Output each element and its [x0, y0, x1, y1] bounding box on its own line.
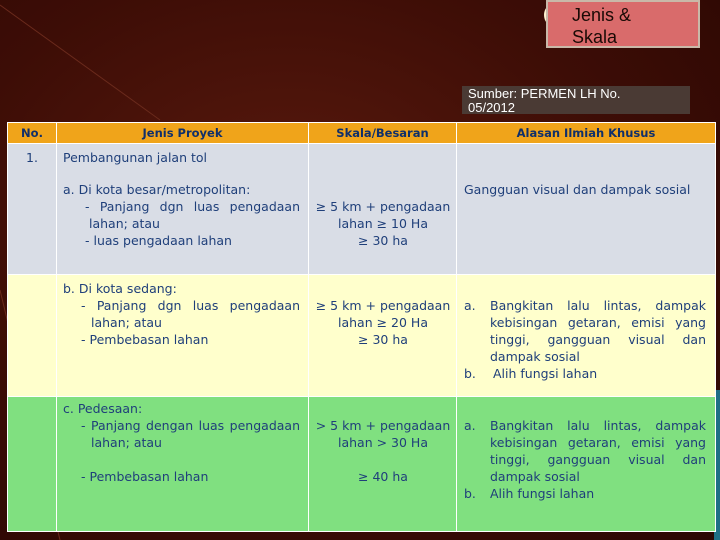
b-reason-a-label: a. — [464, 298, 476, 313]
b-item-1-cont: lahan; atau — [91, 315, 162, 330]
c-reason-a-line-4: dampak sosial — [490, 469, 580, 484]
title-line-1: Jenis & — [572, 5, 632, 25]
c-item-1-cont: lahan; atau — [91, 435, 162, 450]
cell-alasan — [457, 275, 716, 397]
b-reason-b: Alih fungsi lahan — [493, 366, 598, 381]
cell-no — [8, 144, 57, 275]
a-scale-1: ≥ 5 km + pengadaan — [315, 199, 451, 214]
b-reason-a-line-3: tinggi, gangguan visual dan — [490, 332, 706, 347]
c-reason-b: Alih fungsi lahan — [490, 486, 595, 501]
b-reason-b-label: b. — [464, 366, 476, 381]
c-reason-a-line-2: kebisingan getaran, emisi yang — [490, 435, 706, 450]
a-item-1-cont: lahan; atau — [89, 216, 160, 231]
a-scale-2: lahan ≥ 10 Ha — [338, 216, 428, 231]
c-item-1: - Panjang dengan luas pengadaan — [81, 418, 300, 433]
b-reason-a-line-1: Bangkitan lalu lintas, dampak — [490, 298, 706, 313]
header-no: No. — [8, 123, 57, 144]
source-note — [462, 86, 690, 114]
c-reason-b-label: b. — [464, 486, 476, 501]
header-skala-besaran: Skala/Besaran — [309, 123, 457, 144]
c-item-2: - Pembebasan lahan — [81, 469, 209, 484]
cell-alasan — [457, 144, 716, 275]
c-reason-a-line-1: Bangkitan lalu lintas, dampak — [490, 418, 706, 433]
cell-jenis — [57, 397, 309, 532]
c-reason-a-label: a. — [464, 418, 476, 433]
c-scale-3: ≥ 40 ha — [358, 469, 408, 484]
cell-skala — [309, 275, 457, 397]
b-scale-1: ≥ 5 km + pengadaan — [315, 298, 451, 313]
cell-no — [8, 275, 57, 397]
table-row — [8, 144, 716, 275]
project-scale-table — [7, 122, 716, 532]
a-scale-3: ≥ 30 ha — [358, 233, 408, 248]
b-item-2: - Pembebasan lahan — [81, 332, 209, 347]
c-reason-a-line-3: tinggi, gangguan visual dan — [490, 452, 706, 467]
cell-alasan — [457, 397, 716, 532]
cell-jenis — [57, 275, 309, 397]
subcategory-a: a. Di kota besar/metropolitan: — [63, 182, 251, 197]
project-title: Pembangunan jalan tol — [63, 150, 207, 165]
b-item-1: - Panjang dgn luas pengadaan — [81, 298, 300, 313]
b-reason-a-line-4: dampak sosial — [490, 349, 580, 364]
cell-no — [8, 397, 57, 532]
cell-jenis — [57, 144, 309, 275]
source-line-1: Sumber: PERMEN LH No. — [468, 86, 621, 101]
b-scale-3: ≥ 30 ha — [358, 332, 408, 347]
a-reason: Gangguan visual dan dampak sosial — [464, 182, 691, 197]
row-number: 1. — [26, 150, 38, 165]
header-alasan-ilmiah: Alasan Ilmiah Khusus — [457, 123, 716, 144]
table-row — [8, 275, 716, 397]
c-scale-2: lahan > 30 Ha — [338, 435, 428, 450]
source-line-2: 05/2012 — [468, 100, 515, 115]
b-scale-2: lahan ≥ 20 Ha — [338, 315, 428, 330]
b-reason-a-line-2: kebisingan getaran, emisi yang — [490, 315, 706, 330]
header-jenis-proyek: Jenis Proyek — [57, 123, 309, 144]
title-box — [546, 0, 700, 48]
a-item-2: - luas pengadaan lahan — [85, 233, 232, 248]
cell-skala — [309, 144, 457, 275]
table-header-row — [8, 123, 716, 144]
cell-skala — [309, 397, 457, 532]
subcategory-b: b. Di kota sedang: — [63, 281, 177, 296]
title-line-2: Skala — [572, 27, 618, 47]
a-item-1: - Panjang dgn luas pengadaan — [85, 199, 300, 214]
c-scale-1: > 5 km + pengadaan — [315, 418, 451, 433]
subcategory-c: c. Pedesaan: — [63, 401, 143, 416]
table-row — [8, 397, 716, 532]
